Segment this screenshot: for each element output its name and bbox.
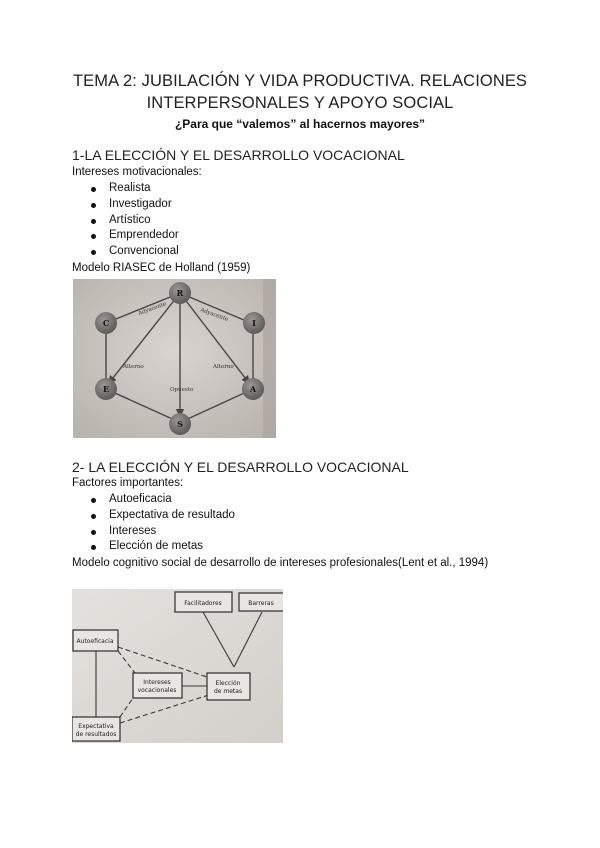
eleccion-label-1: Elección bbox=[215, 680, 241, 687]
expectativa-label-2: de resultados bbox=[75, 731, 117, 738]
node-s-label: S bbox=[177, 419, 183, 429]
list-item: Artístico bbox=[72, 213, 179, 229]
autoeficacia-label: Autoeficacia bbox=[76, 638, 114, 645]
title-line-2: INTERPERSONALES Y APOYO SOCIAL bbox=[146, 94, 454, 112]
facilitadores-label: Facilitadores bbox=[184, 600, 222, 607]
node-a-label: A bbox=[249, 384, 257, 394]
list-item: Intereses bbox=[72, 524, 235, 540]
node-e-label: E bbox=[102, 384, 110, 394]
title-line-1: TEMA 2: JUBILACIÓN Y VIDA PRODUCTIVA. RELACIONES bbox=[72, 72, 528, 90]
list-item: Autoeficacia bbox=[72, 492, 235, 508]
eleccion-label-2: de metas bbox=[213, 688, 243, 695]
riasec-diagram bbox=[73, 279, 276, 438]
section-2-heading: 2- LA ELECCIÓN Y EL DESARROLLO VOCACIONAL bbox=[72, 459, 409, 475]
node-c-label: C bbox=[102, 318, 110, 328]
list-item: Emprendedor bbox=[72, 228, 179, 244]
section-1-heading: 1-LA ELECCIÓN Y EL DESARROLLO VOCACIONAL bbox=[72, 147, 405, 163]
label-alterno-left: Alterno bbox=[123, 364, 144, 370]
section-1-list bbox=[72, 181, 179, 260]
subtitle: ¿Para que “valemos” al hacernos mayores” bbox=[174, 117, 426, 131]
section-1-model-caption: Modelo RIASEC de Holland (1959) bbox=[72, 262, 251, 274]
list-item: Realista bbox=[72, 181, 179, 197]
document-title bbox=[40, 70, 560, 114]
label-adyacente-left: Adyacente bbox=[137, 301, 168, 317]
list-item: Elección de metas bbox=[72, 539, 235, 555]
node-r-label: R bbox=[176, 288, 184, 298]
section-2-list bbox=[72, 492, 235, 555]
node-i-label: I bbox=[252, 318, 256, 328]
section-2-model-caption: Modelo cognitivo social de desarrollo de intereses profesionales(Lent et al., 1994) bbox=[72, 557, 489, 569]
label-adyacente-right: Adyacente bbox=[199, 307, 229, 323]
list-item: Investigador bbox=[72, 197, 179, 213]
barreras-label: Barreras bbox=[248, 600, 274, 607]
list-item: Convencional bbox=[72, 244, 179, 260]
section-1-intro: Intereses motivacionales: bbox=[72, 166, 202, 178]
section-2-intro: Factores importantes: bbox=[72, 477, 184, 489]
expectativa-label-1: Expectativa bbox=[78, 723, 114, 730]
lent-model-diagram bbox=[72, 589, 283, 743]
intereses-label-2: vocacionales bbox=[137, 687, 177, 694]
label-opuesto: Opuesto bbox=[170, 387, 194, 393]
intereses-label-1: Intereses bbox=[143, 679, 171, 686]
list-item: Expectativa de resultado bbox=[72, 508, 235, 524]
label-alterno-right: Alterno bbox=[213, 364, 234, 370]
